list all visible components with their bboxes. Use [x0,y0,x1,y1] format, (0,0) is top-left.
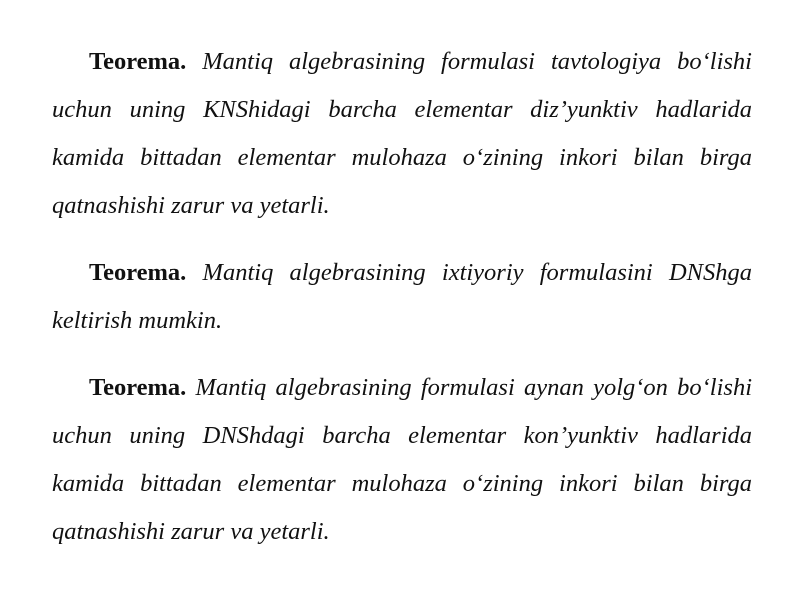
theorem-paragraph-3 [52,364,752,556]
theorem-label: Teorema. [89,374,187,401]
theorem-statement: Mantiq algebrasining formulasi tavtologiya bo‘lishi uchun uning KNShidagi barcha elementar diz’yunktiv hadlarida kamida bittadan elementar mulohaza o‘zining inkori bilan birga qatnashishi zarur va yetarli. [52,48,752,219]
theorem-paragraph-1 [52,38,752,230]
theorem-statement: Mantiq algebrasining formulasi aynan yolg‘on bo‘lishi uchun uning DNShdagi barcha elementar kon’yunktiv hadlarida kamida bittadan elementar mulohaza o‘zining inkori bilan birga qatnashishi zarur va yetarli. [52,374,752,545]
theorem-paragraph-2 [52,249,752,345]
theorem-statement: Mantiq algebrasining ixtiyoriy formulasini DNShga keltirish mumkin. [52,259,753,334]
theorem-label: Teorema. [89,48,187,75]
document-page [52,38,752,575]
theorem-label: Teorema. [89,259,187,286]
